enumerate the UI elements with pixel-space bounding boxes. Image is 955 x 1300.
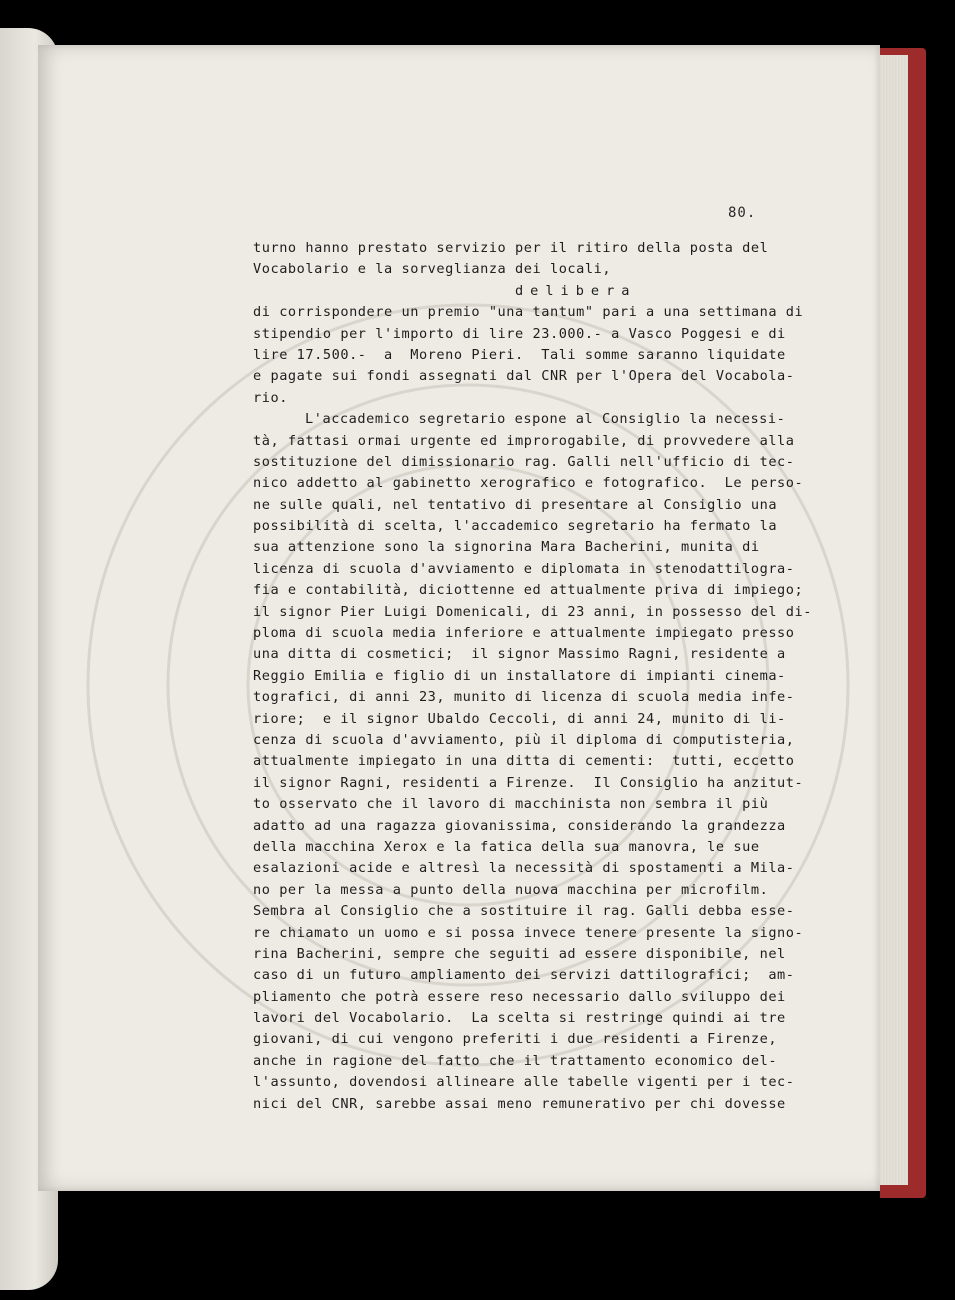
text-line: di corrispondere un premio "una tantum" pari a una settimana di bbox=[253, 304, 804, 321]
text-line: esalazioni acide e altresì la necessità di spostamenti a Mila- bbox=[253, 860, 795, 877]
text-line: pliamento che potrà essere reso necessario dallo sviluppo dei bbox=[253, 988, 786, 1005]
text-line: nici del CNR, sarebbe assai meno remunerativo per chi dovesse bbox=[253, 1095, 786, 1112]
typed-text-body bbox=[253, 238, 813, 1115]
paragraph-start: L'accademico segretario espone al Consiglio la necessi- bbox=[305, 411, 786, 428]
text-line: giovani, di cui vengono preferiti i due residenti a Firenze, bbox=[253, 1031, 778, 1048]
text-line: possibilità di scelta, l'accademico segretario ha fermato la bbox=[253, 518, 778, 535]
text-line: nico addetto al gabinetto xerografico e fotografico. Le perso- bbox=[253, 475, 804, 492]
text-line: riore; e il signor Ubaldo Ceccoli, di anni 24, munito di li- bbox=[253, 710, 786, 727]
text-line: tografici, di anni 23, munito di licenza di scuola media infe- bbox=[253, 689, 795, 706]
text-line: caso di un futuro ampliamento dei servizi dattilografici; am- bbox=[253, 967, 795, 984]
text-line: cenza di scuola d'avviamento, più il diploma di computisteria, bbox=[253, 731, 795, 748]
text-line: stipendio per l'importo di lire 23.000.- a Vasco Poggesi e di bbox=[253, 325, 786, 342]
text-line: sua attenzione sono la signorina Mara Bacherini, munita di bbox=[253, 539, 760, 556]
text-line: sostituzione del dimissionario rag. Galli nell'ufficio di tec- bbox=[253, 453, 795, 470]
text-line: no per la messa a punto della nuova macchina per microfilm. bbox=[253, 881, 769, 898]
text-line: lire 17.500.- a Moreno Pieri. Tali somme saranno liquidate bbox=[253, 346, 786, 363]
text-line: attualmente impiegato in una ditta di cementi: tutti, eccetto bbox=[253, 753, 795, 770]
text-line: tà, fattasi ormai urgente ed improrogabile, di provvedere alla bbox=[253, 432, 795, 449]
text-line: licenza di scuola d'avviamento e diplomata in stenodattilogra- bbox=[253, 560, 795, 577]
text-line: il signor Pier Luigi Domenicali, di 23 anni, in possesso del di- bbox=[253, 603, 812, 620]
text-line: fia e contabilità, diciottenne ed attualmente priva di impiego; bbox=[253, 582, 804, 599]
page-number: 80. bbox=[728, 205, 757, 221]
text-line: l'assunto, dovendosi allineare alle tabelle vigenti per i tec- bbox=[253, 1074, 795, 1091]
text-line: Vocabolario e la sorveglianza dei locali, bbox=[253, 261, 612, 278]
text-line: Reggio Emilia e figlio di un installatore di impianti cinema- bbox=[253, 667, 786, 684]
text-line: anche in ragione del fatto che il trattamento economico del- bbox=[253, 1052, 778, 1069]
text-line: Sembra al Consiglio che a sostituire il rag. Galli debba esse- bbox=[253, 903, 795, 920]
text-line: della macchina Xerox e la fatica della sua manovra, le sue bbox=[253, 838, 760, 855]
text-line: ne sulle quali, nel tentativo di presentare al Consiglio una bbox=[253, 496, 778, 513]
text-line: lavori del Vocabolario. La scelta si restringe quindi ai tre bbox=[253, 1010, 786, 1027]
text-line: turno hanno prestato servizio per il ritiro della posta del bbox=[253, 240, 769, 256]
text-line: to osservato che il lavoro di macchinista non sembra il più bbox=[253, 796, 769, 813]
text-line: rio. bbox=[253, 389, 288, 406]
text-line: una ditta di cosmetici; il signor Massimo Ragni, residente a bbox=[253, 646, 786, 663]
text-line: re chiamato un uomo e si possa invece tenere presente la signo- bbox=[253, 924, 804, 941]
text-line: e pagate sui fondi assegnati dal CNR per l'Opera del Vocabola- bbox=[253, 368, 795, 385]
document-page bbox=[38, 45, 880, 1191]
text-line: rina Bacherini, sempre che seguiti ad essere disponibile, nel bbox=[253, 945, 786, 962]
text-line: il signor Ragni, residenti a Firenze. Il Consiglio ha anzitut- bbox=[253, 774, 804, 791]
text-line: adatto ad una ragazza giovanissima, considerando la grandezza bbox=[253, 817, 786, 834]
text-line: ploma di scuola media inferiore e attualmente impiegato presso bbox=[253, 625, 795, 642]
delibera-heading: delibera bbox=[515, 282, 637, 299]
